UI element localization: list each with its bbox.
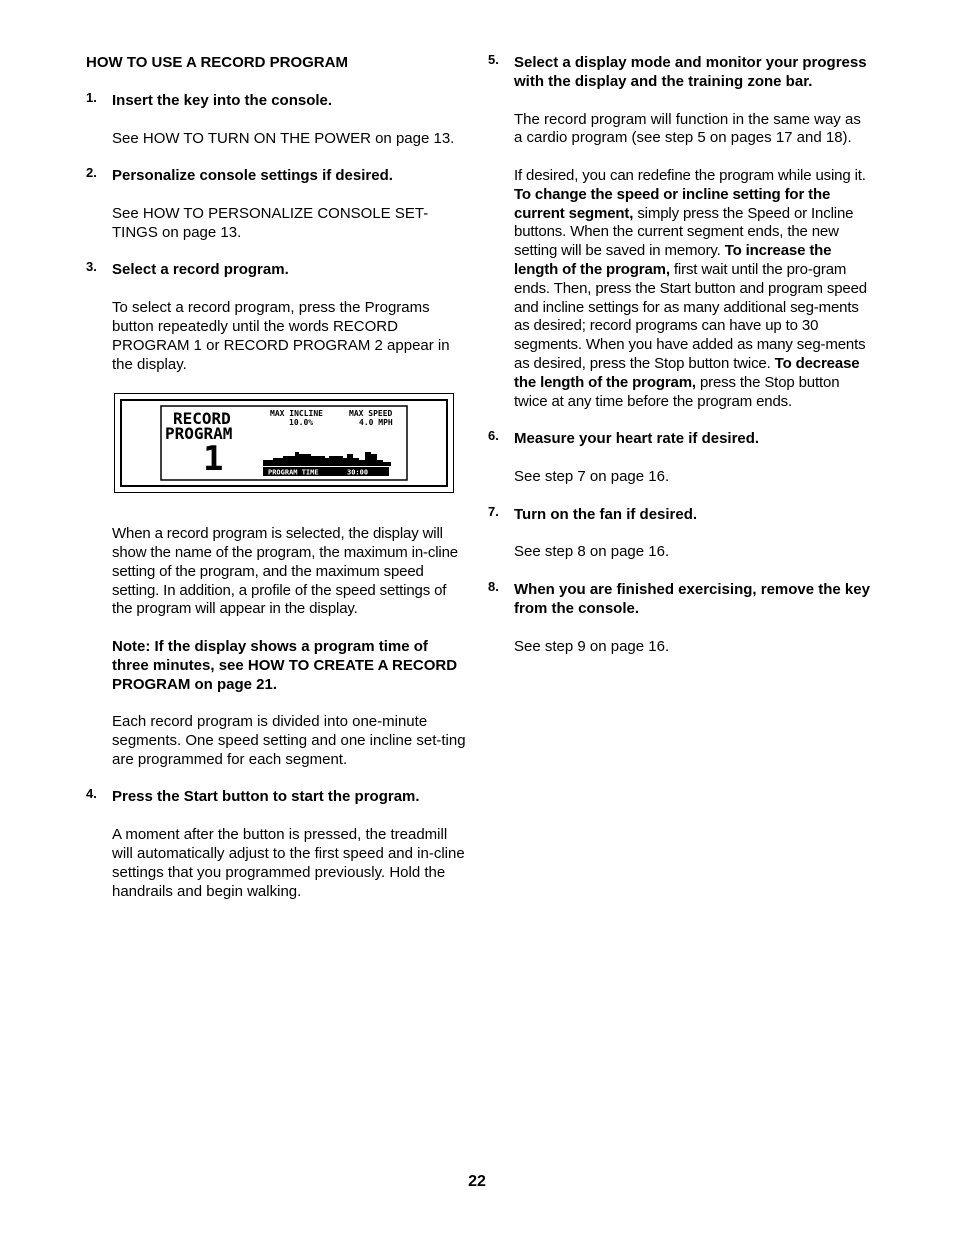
step-3 [86, 261, 466, 280]
lcd-incline-value: 10.0% [289, 418, 314, 428]
profile-bar [357, 458, 359, 466]
step-1-body: See HOW TO TURN ON THE POWER on page 13. [112, 129, 455, 147]
step-6-body: See step 7 on page 16. [514, 467, 670, 485]
text-run: If desired, you can redefine the program while using it. [514, 166, 866, 184]
profile-bar [299, 454, 301, 466]
profile-bar [363, 460, 365, 466]
step-4 [86, 788, 466, 807]
profile-bar [277, 458, 279, 466]
step-number: 3. [86, 259, 97, 275]
step-title: Personalize console settings if desired. [112, 167, 393, 185]
profile-bar [379, 460, 381, 466]
profile-bar [349, 454, 351, 466]
profile-bar [267, 460, 269, 466]
step-number: 4. [86, 786, 97, 802]
step-7-body: See step 8 on page 16. [514, 543, 670, 561]
lcd-time-label: PROGRAM TIME [268, 468, 319, 477]
text-run: simply press the Speed or Incline buttons. When the current segment ends, the new setting will be saved in memory. [514, 204, 854, 260]
step-title: Measure your heart rate if desired. [514, 430, 760, 448]
text-run: first wait until the pro-gram ends. Then, press the Start button and program speed and incline settings for as many additional seg-ments as desired; record programs can have up to 30 segments. When you have added as many seg-ments as desired, press the Stop button twice. [514, 260, 867, 372]
profile-bar [281, 458, 283, 466]
step-5-body: The record program will function in the same way as a cardio program (see step 5 on pages 17 and 18). [514, 110, 861, 147]
bold-run: To increase the length of the program, [514, 242, 832, 278]
profile-bar [285, 456, 287, 466]
profile-bar [345, 458, 347, 466]
step-number: 6. [488, 428, 499, 444]
step-2 [86, 167, 466, 186]
page-number: 22 [468, 1173, 486, 1190]
profile-bar [375, 454, 377, 466]
profile-bar [309, 454, 311, 466]
profile-bar [341, 456, 343, 466]
step-8 [488, 578, 872, 619]
profile-bar [359, 460, 361, 466]
profile-bar [293, 456, 295, 466]
profile-bar [351, 454, 353, 466]
profile-bar [333, 456, 335, 466]
lcd-speed-value: 4.0 MPH [359, 418, 393, 428]
profile-bar [319, 456, 321, 466]
profile-bar [381, 460, 383, 466]
lcd-record-text: RECORD [173, 409, 231, 429]
step-3-body: To select a record program, press the Programs button repeatedly until the words RECORD PROGRAM 1 or RECORD PROGRAM 2 appear in the display. [112, 299, 450, 373]
section-heading: HOW TO USE A RECORD PROGRAM [86, 54, 348, 71]
right-column [488, 54, 872, 675]
profile-bar [353, 458, 355, 466]
profile-bar [287, 456, 289, 466]
profile-bar [317, 456, 319, 466]
lcd-program-text: PROGRAM [165, 424, 233, 444]
profile-bar [323, 456, 325, 466]
console-display-illustration [114, 393, 454, 493]
profile-bar [335, 456, 337, 466]
profile-bar [291, 456, 293, 466]
left-column [86, 54, 466, 920]
profile-bar [329, 456, 331, 466]
profile-bar [339, 456, 341, 466]
lcd-incline-label: MAX INCLINE [270, 409, 323, 419]
step-3-display-description: When a record program is selected, the display will show the name of the program, the maximum in-cline setting of the program, and the maximum speed setting. In addition, a profile of the speed settings of the program will appear in the display. [112, 525, 458, 618]
step-5-redefine [488, 167, 872, 411]
profile-bar [377, 460, 379, 466]
step-6 [488, 430, 872, 449]
profile-bar [371, 454, 373, 466]
step-4-body: A moment after the button is pressed, the treadmill will automatically adjust to the first speed and in-cline settings that you programmed previously. Hold the handrails and begin walking. [112, 826, 465, 900]
step-number: 8. [488, 578, 499, 594]
step-8-body: See step 9 on page 16. [514, 637, 670, 655]
profile-bar [283, 456, 285, 466]
profile-bar [361, 460, 363, 466]
profile-bar [305, 454, 307, 466]
text-run: press the Stop button twice at any time before the program ends. [514, 373, 840, 410]
lcd-speed-label: MAX SPEED [349, 409, 393, 419]
lcd-time-value: 30:00 [347, 468, 369, 477]
profile-bar [269, 460, 271, 466]
profile-bar [275, 458, 277, 466]
profile-bar [315, 456, 317, 466]
profile-bar [265, 460, 267, 466]
step-title: Press the Start button to start the program. [112, 788, 420, 806]
profile-bar [321, 456, 323, 466]
step-title: Select a record program. [112, 261, 289, 279]
profile-bar [313, 456, 315, 466]
step-number: 2. [86, 165, 97, 181]
profile-bar [289, 456, 291, 466]
profile-bar [295, 452, 297, 466]
profile-bar [347, 454, 349, 466]
profile-bar [307, 454, 309, 466]
step-1 [86, 89, 466, 111]
profile-bar [337, 456, 339, 466]
profile-bar [273, 458, 275, 466]
lcd-program-number: 1 [203, 439, 224, 480]
console-display-graphic [115, 394, 453, 492]
profile-bar [343, 458, 345, 466]
profile-bar [327, 458, 329, 466]
profile-bar [263, 460, 265, 466]
profile-bar [279, 458, 281, 466]
step-title: Turn on the fan if desired. [514, 505, 698, 523]
profile-bar [383, 462, 385, 466]
step-2-body: See HOW TO PERSONALIZE CONSOLE SET-TINGS on page 13. [112, 204, 429, 241]
step-title: Insert the key into the console. [112, 91, 333, 109]
profile-bar [331, 456, 333, 466]
step-number: 5. [488, 52, 499, 67]
profile-bar [325, 458, 327, 466]
profile-bar [355, 458, 357, 466]
step-number: 1. [86, 89, 97, 105]
profile-bar [297, 452, 299, 466]
step-title: Select a display mode and monitor your progress with the display and the training zone bar. [514, 54, 867, 90]
bold-run: To decrease the length of the program, [514, 354, 860, 391]
lcd-speed-profile [263, 452, 391, 466]
step-3-segments: Each record program is divided into one-minute segments. One speed setting and one incline set-ting are programmed for each segment. [112, 713, 466, 768]
step-title: When you are finished exercising, remove the key from the console. [514, 580, 870, 617]
profile-bar [311, 456, 313, 466]
bold-run: To change the speed or incline setting for the current segment, [514, 185, 831, 222]
step-number: 7. [488, 503, 499, 519]
profile-bar [365, 452, 367, 466]
profile-bar [389, 462, 391, 466]
step-3-note: Note: If the display shows a program time of three minutes, see HOW TO CREATE A RECORD PROGRAM on page 21. [112, 637, 458, 693]
profile-bar [367, 452, 369, 466]
profile-bar [303, 454, 305, 466]
profile-bar [373, 454, 375, 466]
profile-bar [369, 452, 371, 466]
step-7 [488, 503, 872, 525]
profile-bar [271, 460, 273, 466]
profile-bar [387, 462, 389, 466]
step-5 [488, 54, 872, 92]
profile-bar [301, 454, 303, 466]
profile-bar [385, 462, 387, 466]
